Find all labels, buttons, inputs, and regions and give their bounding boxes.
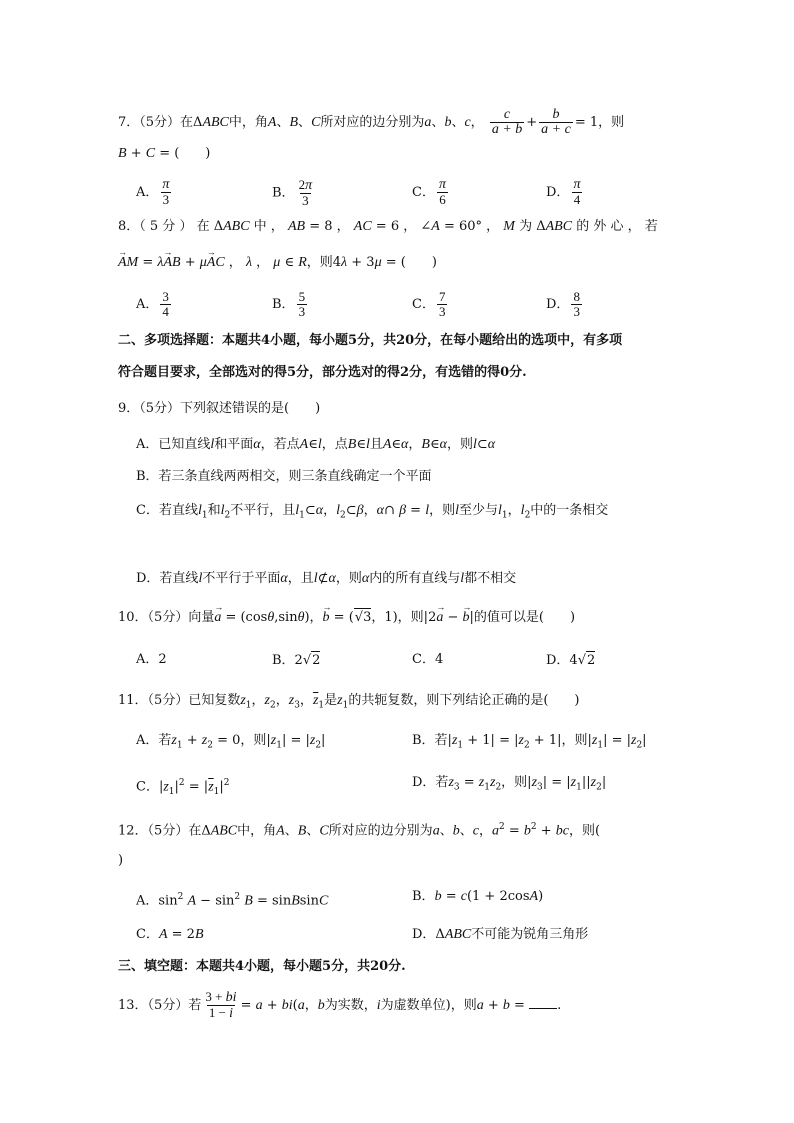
- q12-option-a[interactable]: A．$\sin^2 A - \sin^2 B$ = sinBsinC: [136, 892, 329, 909]
- q8-stem2: → AM = λ→ AB + μ→ AC ， λ ， μ ∈ R，则4λ + 3μ = ( ): [118, 254, 437, 272]
- q10-option-d[interactable]: D．4√2: [546, 653, 596, 668]
- q12-option-b[interactable]: B．b = c(1 + 2cosA): [412, 889, 544, 904]
- q11-option-d[interactable]: D．若$z_3 = z_1z_2$，则$|z_3| = |z_1||z_2|$: [412, 775, 607, 793]
- q8-option-b[interactable]: B． $\frac{5}{3}$: [272, 289, 306, 319]
- q11-option-b[interactable]: B．若$|z_1 + 1| = |z_2 + 1|$，则$|z_1| = |z_2|$: [412, 733, 647, 751]
- q8-stem: 8．（ 5 分 ） 在 ΔABC 中 ， AB = 8 ， AC = 6 ， ∠A = 60° ， M 为 ΔABC 的 外 心 ， 若: [118, 219, 658, 234]
- q9-option-c[interactable]: C．若直线$l_1$和$l_2$不平行，且$l_1\subset\alpha$，$l_2\subset\beta$，α∩ β = l，则l至少与$l_1$，$l_2$中的一条相交: [136, 503, 609, 521]
- q8-option-d[interactable]: D． $\frac{8}{3}$: [546, 289, 580, 319]
- section2-line1: 二、多项选择题：本题共4小题，每小题5分，共20分，在每小题给出的选项中，有多项: [118, 333, 623, 348]
- section2-line2: 符合题目要求，全部选对的得5分，部分选对的得2分，有选错的得0分.: [118, 365, 527, 380]
- q9-option-b[interactable]: B．若三条直线两两相交，则三条直线确定一个平面: [136, 469, 432, 484]
- q11-option-c[interactable]: C．$|z_1|^2 = |\overline{z}_1|^2$: [136, 778, 230, 797]
- q7-option-b[interactable]: B． $\frac{2\pi}{3}$: [272, 177, 313, 208]
- q8-option-a[interactable]: A． $\frac{3}{4}$: [136, 289, 169, 319]
- q13-answer-blank[interactable]: [529, 996, 557, 1009]
- q7-option-d[interactable]: D． $\frac{\pi}{4}$: [546, 177, 581, 207]
- q10-option-c[interactable]: C．4: [412, 652, 444, 667]
- q9-option-d[interactable]: D．若直线l不平行于平面α，且l⊄α，则α内的所有直线与l都不相交: [136, 571, 517, 586]
- q7-frac-2: $\frac{b}{a + c}$: [541, 107, 571, 137]
- q11-stem: 11．（5分）已知复数$z_1$，$z_2$，$z_3$，$\overline{z}_1$是$z_1$的共轭复数，则下列结论正确的是( ): [118, 693, 580, 711]
- q7-stem: 7．（5分）在ΔABC中，角A、B、C所对应的边分别为a、b、c， $\frac{c}{a + b}$ + $\frac{b}{a + c}$ = 1，则: [118, 107, 625, 137]
- q7-option-c[interactable]: C． $\frac{\pi}{6}$: [412, 177, 446, 207]
- q10-stem: 10．（5分）向量→ a = (cosθ,sinθ)，→ b = (√3，1)，则|2→ a − → b|的值可以是( ): [118, 608, 575, 627]
- q11-option-a[interactable]: A．若$z_1 + z_2 = 0$，则$|z_1| = |z_2|$: [136, 733, 326, 751]
- q7-option-a[interactable]: A． $\frac{\pi}{3}$: [136, 177, 170, 207]
- section3-heading: 三、填空题：本题共4小题，每小题5分，共20分.: [118, 959, 406, 974]
- q12-option-d[interactable]: D．ΔABC不可能为锐角三角形: [412, 927, 589, 942]
- q12-option-c[interactable]: C．A = 2B: [136, 927, 204, 942]
- q8-option-c[interactable]: C． $\frac{7}{3}$: [412, 289, 446, 319]
- q12-stem2: ): [118, 853, 124, 868]
- q10-option-b[interactable]: B．2√2: [272, 653, 321, 668]
- q7-stem2: B + C = ( ): [118, 146, 211, 161]
- q12-stem: 12．（5分）在ΔABC中，角A、B、C所对应的边分别为a、b、c，$a^2 = b^2$ + bc，则(: [118, 822, 601, 839]
- q7-frac-1: $\frac{c}{a + b}$: [491, 107, 523, 137]
- q10-option-a[interactable]: A．2: [136, 652, 167, 667]
- q13-stem: 13．（5分）若 $\frac{3 + bi}{1 - i}$ = a + bi(a，b为实数，i为虚数单位)，则a + b = .: [118, 989, 562, 1021]
- q9-option-a[interactable]: A．已知直线l和平面α，若点A∈l，点B∈l且A∈α，B∈α，则l⊂α: [136, 437, 496, 452]
- q9-stem: 9．（5分）下列叙述错误的是( ): [118, 401, 321, 416]
